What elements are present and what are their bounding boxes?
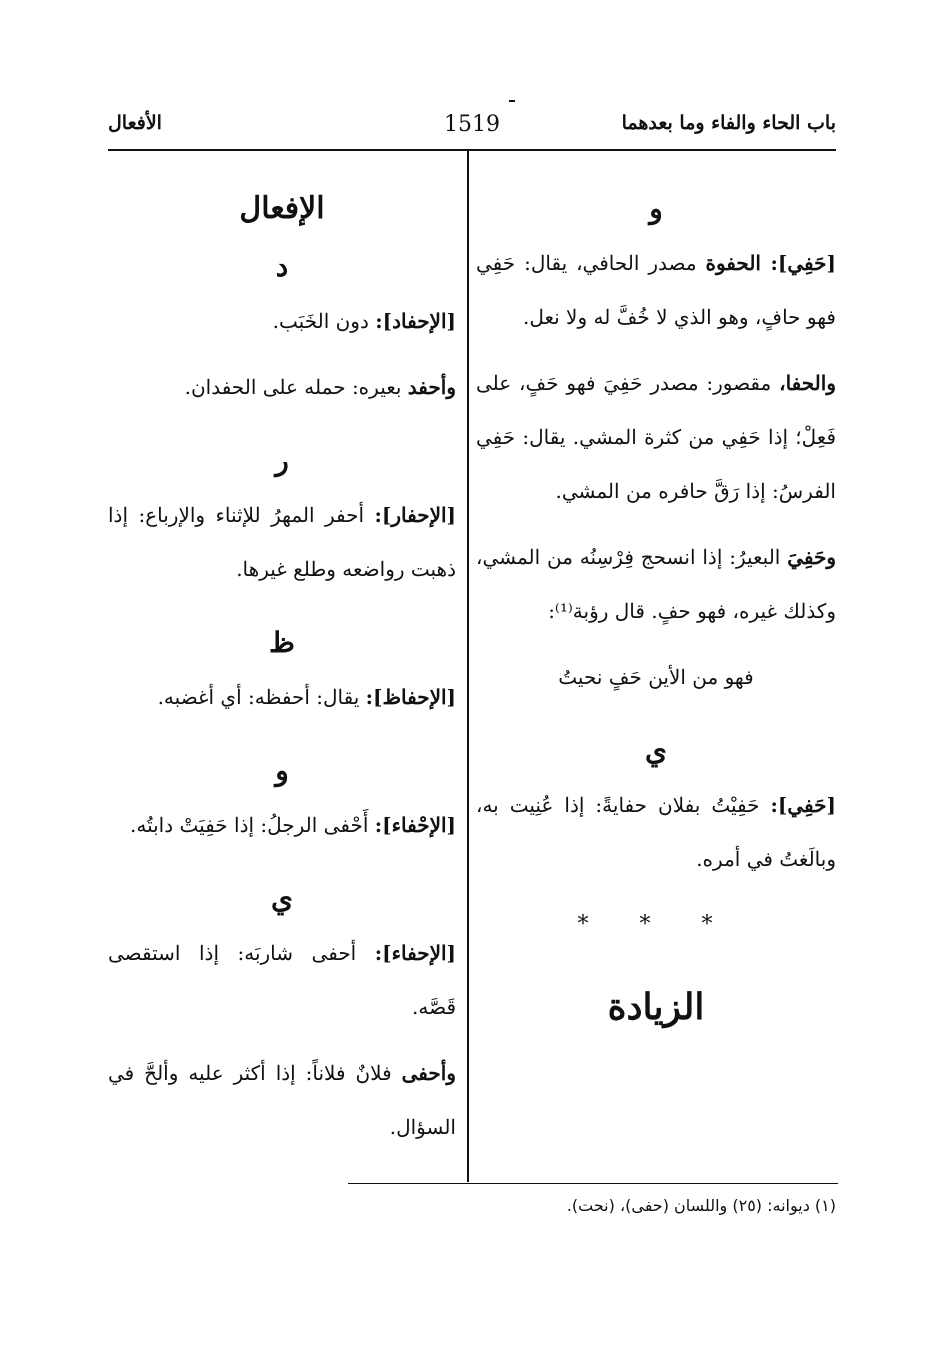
entry-keyword: [الإحْفاء]: bbox=[374, 813, 456, 837]
page-number: 1519 bbox=[444, 112, 500, 137]
top-mark bbox=[509, 100, 515, 102]
entry-text: فلانٌ فلاناً: إذا أكثر عليه وألحَّ في السؤال. bbox=[108, 1061, 456, 1139]
entry-text: مقصور: مصدر حَفِيَ فهو حَفٍ، على فَعِلْ؛ إذا حَفِي من كثرة المشي. يقال: حَفِي الفرسُ: إذا رَقَّ حافره من المشي. bbox=[476, 371, 836, 503]
entry-keyword: والحفا، bbox=[779, 371, 836, 395]
entry-keyword: [الإحفاد]: bbox=[375, 309, 456, 333]
entry-ahfa-fulan bbox=[108, 1046, 456, 1166]
entry-text: مصدر الحافي، يقال: حَفِي فهو حافٍ، وهو الذي لا خُفَّ له ولا نعل. bbox=[476, 251, 836, 329]
section-title: الأفعال bbox=[108, 112, 162, 134]
chapter-title: باب الحاء والفاء وما بعدهما bbox=[621, 112, 836, 134]
entry-hafiya-baeer bbox=[476, 530, 836, 650]
letter-heading-waw: و bbox=[275, 754, 289, 787]
letter-heading-ra: ر bbox=[275, 444, 289, 477]
entry-ihfaz bbox=[108, 670, 456, 736]
entry-text: دون الخَبَب. bbox=[272, 309, 376, 333]
entry-text: حَفِيْتُ بفلان حفايةً: إذا عُنِيت به، وبالَغتُ في أمره. bbox=[476, 793, 836, 871]
entry-text: يقال: أحفظه: أي أغضبه. bbox=[157, 685, 366, 709]
entry-ihfa-ya bbox=[108, 926, 456, 1046]
entry-keyword: [حَفِي]: bbox=[770, 793, 836, 817]
entry-text: أَحْفى الرجلُ: إذا حَفِيَتْ دابتُه. bbox=[130, 813, 375, 837]
entry-text: أحفى شاربَه: إذا استقصى قَصَّه. bbox=[108, 941, 456, 1019]
letter-heading-za: ظ bbox=[269, 626, 295, 659]
entry-hafwa bbox=[476, 236, 836, 356]
section-title-ziyada: الزيادة bbox=[607, 986, 705, 1028]
entry-ihfar bbox=[108, 488, 456, 608]
entry-keyword: وأحفى bbox=[401, 1061, 456, 1085]
letter-heading-waw: و bbox=[649, 192, 663, 225]
entry-keyword: [الإحفار]: bbox=[374, 503, 456, 527]
entry-keyword: وحَفِيَ bbox=[787, 545, 836, 569]
letter-heading-ya: ي bbox=[645, 734, 667, 767]
letter-heading-dal: د bbox=[275, 250, 289, 283]
entry-keyword: [الإحفاء]: bbox=[374, 941, 456, 965]
entry-text: أحفر المهرُ للإثناء والإرباع: إذا ذهبت رواضعه وطلع غيرها. bbox=[108, 503, 456, 581]
entry-ihfa-waw bbox=[108, 798, 456, 864]
entry-hafa bbox=[476, 356, 836, 530]
left-column bbox=[108, 150, 456, 1166]
footnote-rule bbox=[348, 1183, 838, 1184]
poem-verse: فهو من الأين حَفٍ نحيتُ bbox=[558, 665, 754, 689]
entry-hifaya bbox=[476, 778, 836, 898]
entry-ahfada bbox=[108, 360, 456, 426]
letter-heading-ya: ي bbox=[271, 882, 293, 915]
section-separator-stars: * * * bbox=[577, 912, 735, 937]
page-header bbox=[108, 112, 836, 144]
section-title-ifaal: الإفعال bbox=[239, 191, 325, 226]
column-divider bbox=[467, 150, 469, 1182]
entry-keyword: وأحفد bbox=[407, 375, 456, 399]
entry-keyword: [حَفِي]: الحفوة bbox=[705, 251, 836, 275]
entry-text: البعيرُ: إذا انسحج فِرْسِنُه من المشي، وكذلك غيره، فهو حفٍ. قال رؤبة⁽¹⁾: bbox=[476, 545, 836, 623]
entry-ihfad bbox=[108, 294, 456, 360]
footnote: (١) ديوانه: (٢٥) واللسان (حفى)، (نحت). bbox=[566, 1196, 836, 1215]
entry-text: بعيره: حمله على الحفدان. bbox=[184, 375, 408, 399]
entry-keyword: [الإحفاظ]: bbox=[365, 685, 456, 709]
right-column bbox=[476, 150, 836, 1034]
